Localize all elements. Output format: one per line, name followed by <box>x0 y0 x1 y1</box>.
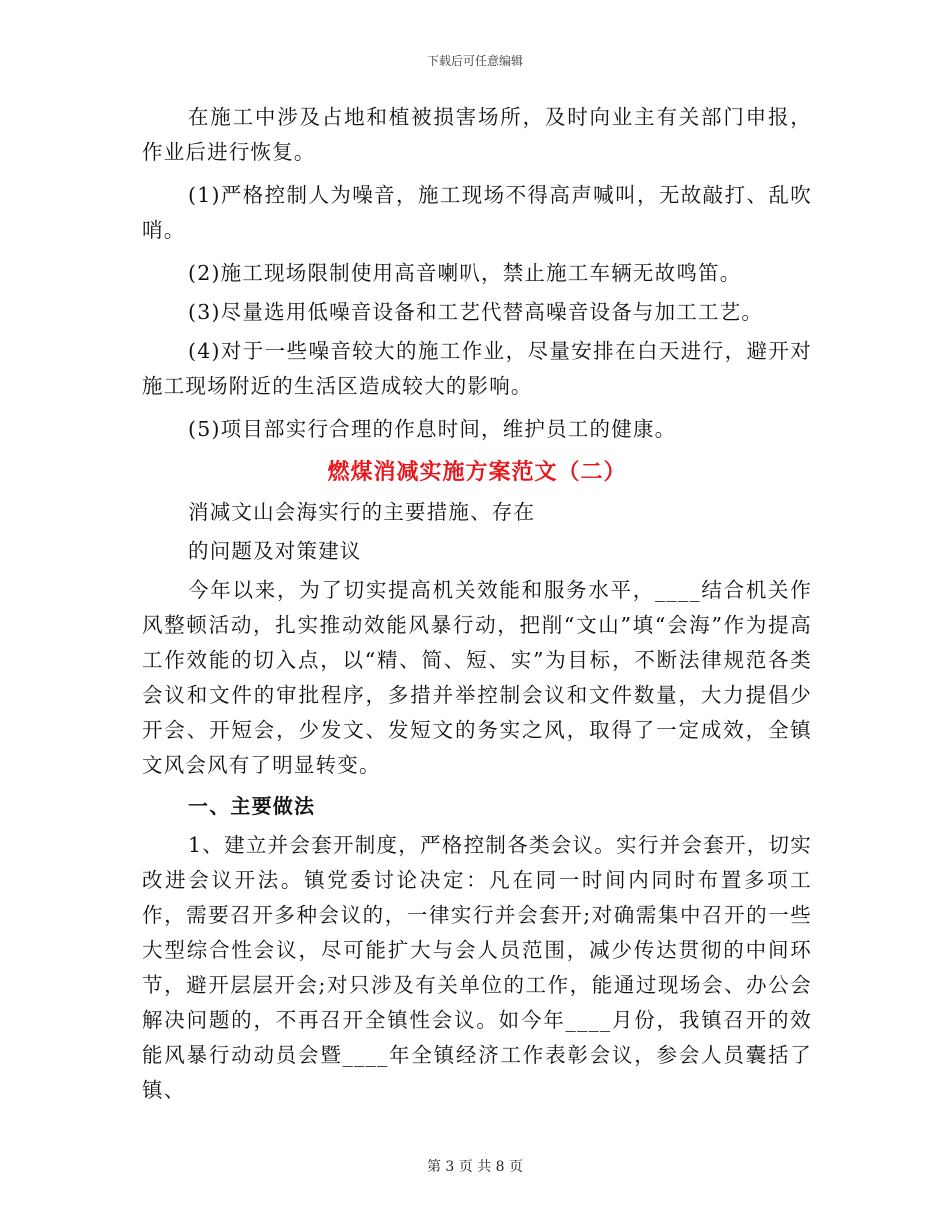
list-item-noise-3: (3)尽量选用低噪音设备和工艺代替高噪音设备与加工工艺。 <box>188 300 764 324</box>
list-item-noise-5: (5)项目部实行合理的作息时间，维护员工的健康。 <box>188 417 677 441</box>
page-number: 第 3 页 共 8 页 <box>426 1159 524 1175</box>
document-body <box>142 100 812 1108</box>
paragraph-restoration: 在施工中涉及占地和植被损害场所，及时向业主有关部门申报，作业后进行恢复。 <box>142 105 812 164</box>
paragraph-intro: 今年以来，为了切实提高机关效能和服务水平，____结合机关作风整顿活动，扎实推动效能风暴行动，把削“文山”填“会海”作为提高工作效能的切入点，以“精、简、短、实”为目标，不断法律规范各类会议和文件的审批程序，多措并举控制会议和文件数量，大力提倡少开会、开短会，少发文、发短文的务实之风，取得了一定成效，全镇文风会风有了明显转变。 <box>142 578 812 777</box>
paragraph-meeting-system: 1、建立并会套开制度，严格控制各类会议。实行并会套开，切实改进会议开法。镇党委讨论决定：凡在同一时间内同时布置多项工作，需要召开多种会议的，一律实行并会套开;对确需集中召开的一些大型综合性会议，尽可能扩大与会人员范围，减少传达贯彻的中间环节，避开层层开会;对只涉及有关单位的工作，能通过现场会、办公会解决问题的，不再召开全镇性会议。如今年____月份，我镇召开的效能风暴行动动员会暨____年全镇经济工作表彰会议，参会人员囊括了镇、 <box>142 833 812 1102</box>
list-item-noise-1: (1)严格控制人为噪音，施工现场不得高声喊叫，无故敲打、乱吹哨。 <box>142 183 812 242</box>
subtitle-line-1: 消减文山会海实行的主要措施、存在 <box>188 500 536 524</box>
page-header-note: 下载后可任意编辑 <box>426 54 523 68</box>
section-title: 燃煤消减实施方案范文（二） <box>327 460 627 485</box>
subtitle-line-2: 的问题及对策建议 <box>188 539 362 563</box>
heading-main-practices: 一、主要做法 <box>188 794 316 818</box>
list-item-noise-4: (4)对于一些噪音较大的施工作业，尽量安排在白天进行，避开对施工现场附近的生活区造成较大的影响。 <box>142 339 812 398</box>
list-item-noise-2: (2)施工现场限制使用高音喇叭，禁止施工车辆无故鸣笛。 <box>188 261 742 285</box>
